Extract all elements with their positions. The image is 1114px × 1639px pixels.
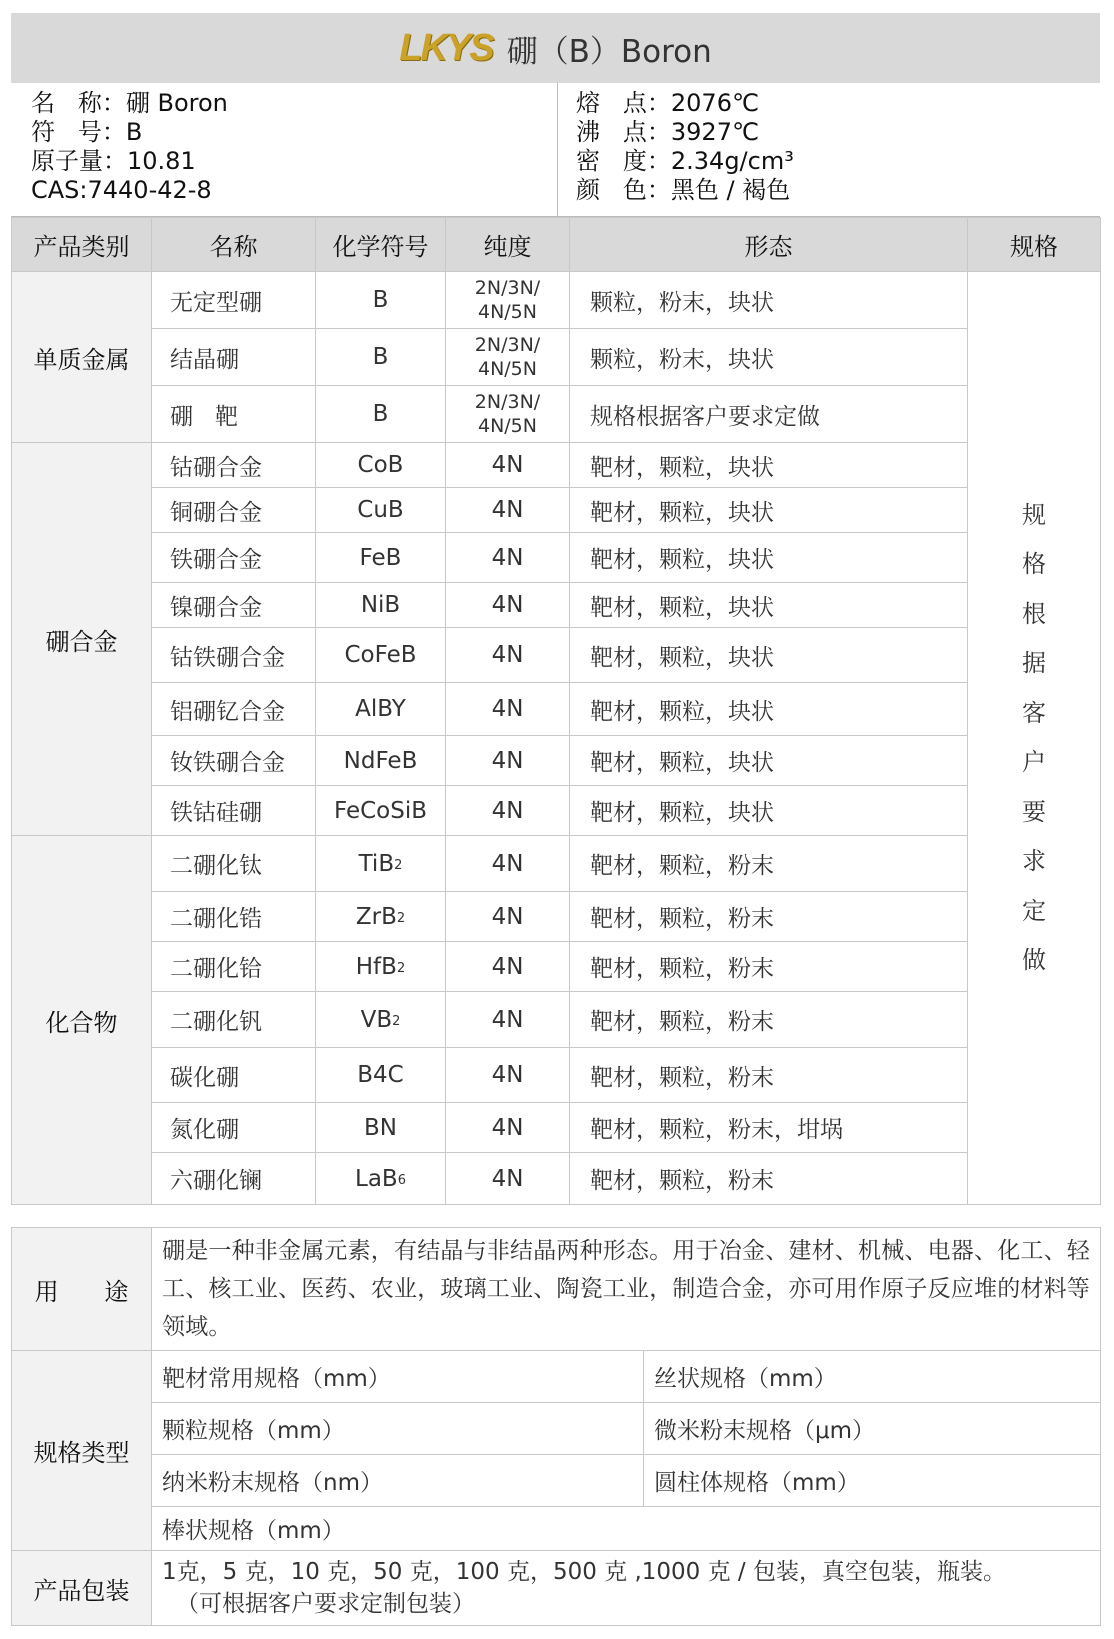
table-row bbox=[12, 329, 1101, 386]
product-symbol: FeB bbox=[316, 533, 446, 583]
property-panel bbox=[11, 83, 1100, 217]
table-row bbox=[12, 992, 1101, 1048]
property-density: 密 度：2.34g/cm³ bbox=[576, 147, 794, 175]
table-row bbox=[12, 1153, 1101, 1205]
category-cell: 硼合金 bbox=[12, 443, 152, 836]
product-form: 靶材，颗粒，粉末 bbox=[570, 1048, 968, 1103]
product-form: 靶材，颗粒，块状 bbox=[570, 533, 968, 583]
header-category: 产品类别 bbox=[12, 218, 152, 272]
product-symbol: NiB bbox=[316, 583, 446, 628]
product-name: 铜硼合金 bbox=[152, 488, 316, 533]
usage-row bbox=[12, 1228, 1101, 1351]
table-row bbox=[12, 836, 1101, 892]
product-name: 二硼化钛 bbox=[152, 836, 316, 892]
property-right-column bbox=[576, 89, 794, 205]
property-divider bbox=[557, 83, 558, 217]
category-cell: 化合物 bbox=[12, 836, 152, 1205]
product-form: 靶材，颗粒，块状 bbox=[570, 628, 968, 683]
page-title: 硼（B）Boron bbox=[506, 33, 712, 70]
table-row bbox=[12, 1103, 1101, 1153]
packaging-row bbox=[12, 1551, 1101, 1626]
table-row bbox=[12, 488, 1101, 533]
spec-type-row bbox=[12, 1403, 1101, 1455]
brand-logo: LKYS bbox=[399, 26, 493, 69]
property-atomic-mass: 原子量：10.81 bbox=[31, 147, 196, 175]
product-symbol: HfB$_2$ bbox=[316, 942, 446, 992]
product-name: 铁硼合金 bbox=[152, 533, 316, 583]
header-symbol: 化学符号 bbox=[316, 218, 446, 272]
product-purity: 4N bbox=[446, 836, 570, 892]
spec-type-label: 规格类型 bbox=[12, 1351, 152, 1551]
product-symbol: ZrB$_2$ bbox=[316, 892, 446, 942]
product-symbol: B bbox=[316, 272, 446, 329]
product-symbol: TiB$_2$ bbox=[316, 836, 446, 892]
product-name: 二硼化锆 bbox=[152, 892, 316, 942]
spec-type-row bbox=[12, 1351, 1101, 1403]
product-name: 铁钴硅硼 bbox=[152, 786, 316, 836]
table-row bbox=[12, 786, 1101, 836]
product-name: 结晶硼 bbox=[152, 329, 316, 386]
table-row bbox=[12, 628, 1101, 683]
product-form: 靶材，颗粒，块状 bbox=[570, 488, 968, 533]
product-symbol: CuB bbox=[316, 488, 446, 533]
product-form: 颗粒，粉末，块状 bbox=[570, 272, 968, 329]
product-name: 无定型硼 bbox=[152, 272, 316, 329]
product-name: 铝硼钇合金 bbox=[152, 683, 316, 736]
product-symbol: B bbox=[316, 386, 446, 443]
product-symbol: AlBY bbox=[316, 683, 446, 736]
product-name: 氮化硼 bbox=[152, 1103, 316, 1153]
spec-type-item: 棒状规格（mm） bbox=[152, 1507, 1101, 1551]
table-row bbox=[12, 1048, 1101, 1103]
property-boiling-point: 沸 点：3927℃ bbox=[576, 118, 759, 146]
product-form: 靶材，颗粒，粉末 bbox=[570, 942, 968, 992]
product-symbol: B4C bbox=[316, 1048, 446, 1103]
product-name: 硼 靶 bbox=[152, 386, 316, 443]
property-color: 颜 色：黑色 / 褐色 bbox=[576, 176, 791, 204]
product-name: 二硼化钒 bbox=[152, 992, 316, 1048]
product-purity: 4N bbox=[446, 1153, 570, 1205]
table-header-row bbox=[12, 218, 1101, 272]
usage-text: 硼是一种非金属元素，有结晶与非结晶两种形态。用于冶金、建材、机械、电器、化工、轻工、核工业、医药、农业，玻璃工业、陶瓷工业，制造合金，亦可用作原子反应堆的材料等领域。 bbox=[152, 1228, 1101, 1351]
product-name: 碳化硼 bbox=[152, 1048, 316, 1103]
property-symbol: 符 号：B bbox=[31, 118, 143, 146]
product-symbol: BN bbox=[316, 1103, 446, 1153]
product-form: 靶材，颗粒，块状 bbox=[570, 683, 968, 736]
spec-type-item: 丝状规格（mm） bbox=[644, 1351, 1101, 1403]
product-form: 规格根据客户要求定做 bbox=[570, 386, 968, 443]
header-spec: 规格 bbox=[968, 218, 1101, 272]
product-purity: 4N bbox=[446, 628, 570, 683]
product-name: 六硼化镧 bbox=[152, 1153, 316, 1205]
property-cas: CAS:7440-42-8 bbox=[31, 176, 212, 204]
product-purity: 4N bbox=[446, 1048, 570, 1103]
product-purity: 4N bbox=[446, 736, 570, 786]
spec-type-item: 纳米粉末规格（nm） bbox=[152, 1455, 644, 1507]
table-row bbox=[12, 942, 1101, 992]
product-name: 二硼化铪 bbox=[152, 942, 316, 992]
product-table bbox=[11, 217, 1101, 1205]
table-row bbox=[12, 683, 1101, 736]
product-form: 靶材，颗粒，粉末 bbox=[570, 892, 968, 942]
product-symbol: FeCoSiB bbox=[316, 786, 446, 836]
product-name: 钕铁硼合金 bbox=[152, 736, 316, 786]
product-symbol: NdFeB bbox=[316, 736, 446, 786]
table-row bbox=[12, 533, 1101, 583]
product-symbol: $VB_2$ bbox=[316, 992, 446, 1048]
packaging-line-2: （可根据客户要求定制包装） bbox=[176, 1591, 475, 1617]
product-purity: 4N bbox=[446, 786, 570, 836]
product-form: 靶材，颗粒，块状 bbox=[570, 583, 968, 628]
product-purity: 4N bbox=[446, 533, 570, 583]
product-name: 钴硼合金 bbox=[152, 443, 316, 488]
product-name: 钴铁硼合金 bbox=[152, 628, 316, 683]
header-purity: 纯度 bbox=[446, 218, 570, 272]
product-purity: 4N bbox=[446, 1103, 570, 1153]
property-name: 名 称：硼 Boron bbox=[31, 89, 228, 117]
header-name: 名称 bbox=[152, 218, 316, 272]
spec-type-item: 靶材常用规格（mm） bbox=[152, 1351, 644, 1403]
product-purity: 4N bbox=[446, 892, 570, 942]
product-purity: 4N bbox=[446, 992, 570, 1048]
product-form: 靶材，颗粒，粉末，坩埚 bbox=[570, 1103, 968, 1153]
header-form: 形态 bbox=[570, 218, 968, 272]
product-purity: 4N bbox=[446, 443, 570, 488]
product-symbol: CoFeB bbox=[316, 628, 446, 683]
product-purity: 4N bbox=[446, 488, 570, 533]
title-bar bbox=[11, 13, 1100, 83]
spec-note-cell bbox=[968, 272, 1101, 1205]
spec-type-item: 圆柱体规格（mm） bbox=[644, 1455, 1101, 1507]
spec-type-item: 颗粒规格（mm） bbox=[152, 1403, 644, 1455]
details-table bbox=[11, 1227, 1101, 1626]
table-row bbox=[12, 583, 1101, 628]
product-symbol: CoB bbox=[316, 443, 446, 488]
table-row bbox=[12, 892, 1101, 942]
product-form: 靶材，颗粒，块状 bbox=[570, 736, 968, 786]
table-row bbox=[12, 272, 1101, 329]
product-purity: 2N/3N/ 4N/5N bbox=[446, 386, 570, 443]
packaging-label: 产品包装 bbox=[12, 1551, 152, 1626]
spec-type-row bbox=[12, 1507, 1101, 1551]
product-form: 靶材，颗粒，块状 bbox=[570, 443, 968, 488]
spec-note: 规 格 根 据 客 户 要 求 定 做 bbox=[1022, 500, 1046, 974]
packaging-line-1: 1克，5 克，10 克，50 克，100 克，500 克 ,1000 克 / 包装，真空包装，瓶装。 bbox=[162, 1559, 1006, 1585]
category-cell: 单质金属 bbox=[12, 272, 152, 443]
property-left-column bbox=[31, 89, 228, 205]
product-symbol: LaB$_6$ bbox=[316, 1153, 446, 1205]
product-form: 靶材，颗粒，块状 bbox=[570, 786, 968, 836]
spec-type-item: 微米粉末规格（μm） bbox=[644, 1403, 1101, 1455]
product-purity: 2N/3N/ 4N/5N bbox=[446, 329, 570, 386]
product-form: 颗粒，粉末，块状 bbox=[570, 329, 968, 386]
product-purity: 4N bbox=[446, 942, 570, 992]
usage-label: 用 途 bbox=[12, 1228, 152, 1351]
table-row bbox=[12, 443, 1101, 488]
product-form: 靶材，颗粒，粉末 bbox=[570, 836, 968, 892]
packaging-text bbox=[152, 1551, 1101, 1626]
product-form: 靶材，颗粒，粉末 bbox=[570, 992, 968, 1048]
product-purity: 2N/3N/ 4N/5N bbox=[446, 272, 570, 329]
table-row bbox=[12, 736, 1101, 786]
product-symbol: B bbox=[316, 329, 446, 386]
product-purity: 4N bbox=[446, 683, 570, 736]
product-purity: 4N bbox=[446, 583, 570, 628]
product-name: 镍硼合金 bbox=[152, 583, 316, 628]
table-row bbox=[12, 386, 1101, 443]
spec-type-row bbox=[12, 1455, 1101, 1507]
property-melting-point: 熔 点：2076℃ bbox=[576, 89, 759, 117]
product-form: 靶材，颗粒，粉末 bbox=[570, 1153, 968, 1205]
